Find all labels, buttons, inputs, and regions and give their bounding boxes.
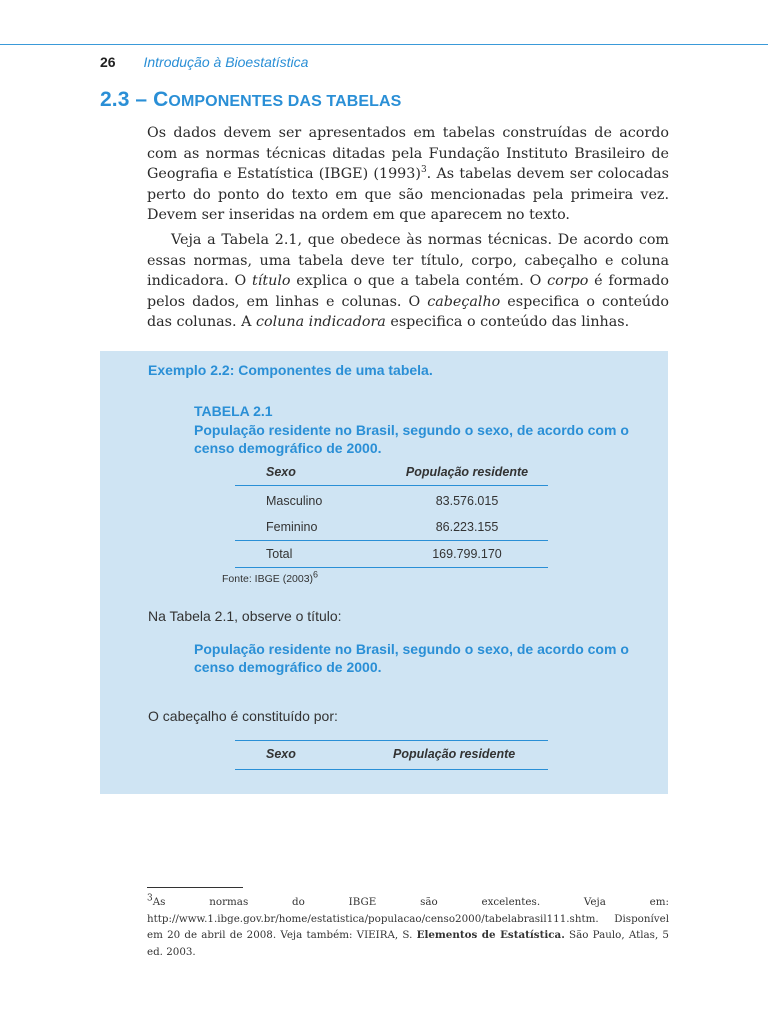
example-box <box>100 351 668 794</box>
total-value: 169.799.170 <box>386 541 548 568</box>
data-table <box>235 458 548 568</box>
p2-text-3: é formado pelos dados, em linhas e colunas. O <box>147 273 669 310</box>
footnote-bold-title: Elementos de Estatística. <box>416 929 565 942</box>
p2-italic-corpo: corpo <box>547 273 589 290</box>
table-source <box>222 569 319 585</box>
footnote-text: As normas do IBGE são excelentes. Veja em: http://www.1.ibge.gov.br/home/estatistica/populacao/censo2000/tabelabrasil111.shtm. Disponível em 20 de abril de 2008. Veja também: VIEIRA, S. <box>147 896 669 942</box>
header-only-populacao: População residente <box>393 747 516 761</box>
header-only-table <box>235 740 548 770</box>
section-title-initial: C <box>153 88 169 111</box>
p2-italic-cabecalho: cabeçalho <box>427 293 501 310</box>
section-title <box>100 88 401 112</box>
table-caption: População residente no Brasil, segundo o sexo, de acordo com o censo demográfico de 2000. <box>194 422 629 456</box>
total-label: Total <box>235 541 386 568</box>
footnote-number: 3 <box>147 893 153 904</box>
row-value: 86.223.155 <box>435 520 499 534</box>
section-number: 2.3 – <box>100 88 148 111</box>
top-rule <box>0 44 768 45</box>
table-row <box>235 486 548 515</box>
column-header-populacao: População residente <box>386 458 548 486</box>
section-title-rest: OMPONENTES DAS TABELAS <box>168 93 402 110</box>
row-label: Feminino <box>266 520 318 534</box>
note-cabecalho: O cabeçalho é constituído por: <box>148 708 338 724</box>
book-title: Introdução à Bioestatística <box>143 54 309 70</box>
footnote <box>147 894 669 961</box>
quoted-title: População residente no Brasil, segundo o sexo, de acordo com o censo demográfico de 2000. <box>194 641 629 675</box>
p2-text-5: especifica o conteúdo das linhas. <box>385 314 630 331</box>
paragraph-1-text: Os dados devem ser apresentados em tabelas construídas de acordo com as normas técnicas ditadas pela Fundação Instituto Brasileiro de Geografia e Estatística (IBGE) (1993) <box>147 125 669 183</box>
paragraph-1 <box>147 123 669 226</box>
column-header-sexo: Sexo <box>235 458 386 486</box>
table-row <box>235 514 548 541</box>
footnote-ref: 3 <box>420 165 427 176</box>
table-source-text: Fonte: IBGE (2003) <box>222 573 314 585</box>
p2-italic-titulo: título <box>252 273 291 290</box>
p2-italic-coluna: coluna indicadora <box>255 314 386 331</box>
p2-text-2: explica o que a tabela contém. O <box>290 273 548 290</box>
footnote-rule <box>147 887 243 888</box>
example-title: Exemplo 2.2: Componentes de uma tabela. <box>148 362 433 378</box>
table-total-row <box>235 541 548 568</box>
paragraph-1-text-end: . As tabelas devem ser colocadas perto do ponto do texto em que são mencionadas pela primeira vez. Devem ser inseridas na ordem em que aparecem no texto. <box>147 166 669 224</box>
row-label: Masculino <box>266 494 323 508</box>
row-value: 83.576.015 <box>435 494 499 508</box>
page-number: 26 <box>100 54 116 70</box>
p2-text-4: especifica o conteúdo das colunas. A <box>147 293 670 331</box>
p2-text-1: Veja a Tabela 2.1, que obedece às normas técnicas. De acordo com essas normas, uma tabela deve ter título, corpo, cabeçalho e coluna indicadora. O <box>147 232 669 290</box>
table-header-row <box>235 458 548 486</box>
table-source-ref: 6 <box>313 569 319 580</box>
paragraph-2 <box>147 230 669 333</box>
note-titulo: Na Tabela 2.1, observe o título: <box>148 608 342 624</box>
header-only-sexo: Sexo <box>266 747 296 761</box>
table-label: TABELA 2.1 <box>194 403 273 419</box>
running-head <box>100 54 308 72</box>
footnote-text-end: São Paulo, Atlas, 5 ed. 2003. <box>147 929 669 959</box>
